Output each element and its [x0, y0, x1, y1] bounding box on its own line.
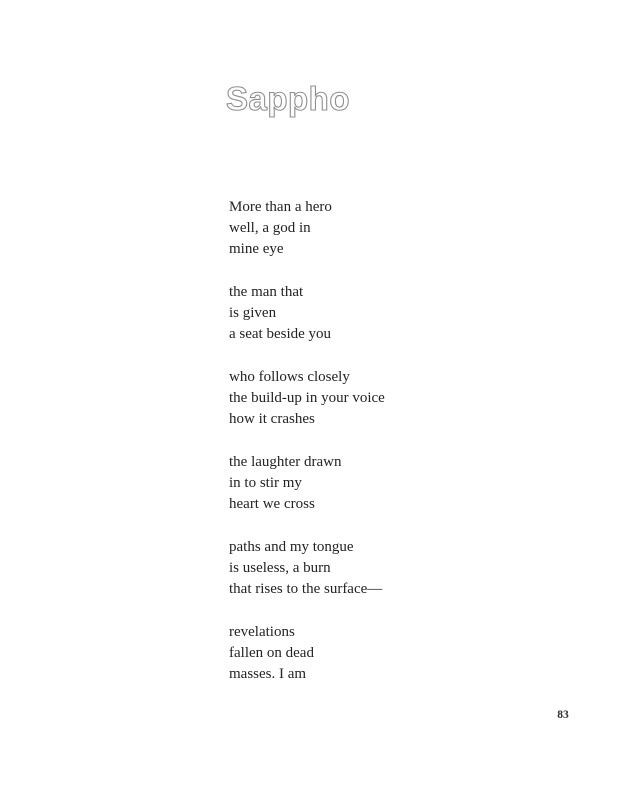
poem-line: is given — [229, 305, 277, 321]
poem-stanza — [229, 282, 385, 345]
poem-line: revelations — [229, 624, 295, 640]
poem-line: how it crashes — [229, 411, 315, 427]
poem-line: is useless, a burn — [229, 560, 331, 576]
poem-title: Sappho — [226, 80, 350, 117]
poem — [229, 197, 385, 707]
poem-line: the laughter drawn — [229, 454, 342, 470]
poem-line: in to stir my — [229, 475, 302, 491]
poem-stanza — [229, 452, 385, 515]
poem-line: well, a god in — [229, 220, 311, 236]
poem-line: mine eye — [229, 241, 284, 257]
poem-line: fallen on dead — [229, 645, 314, 661]
poem-stanza — [229, 367, 385, 430]
poem-stanza — [229, 537, 385, 600]
poem-line: paths and my tongue — [229, 539, 354, 555]
poem-stanza — [229, 622, 385, 685]
poem-line: the man that — [229, 284, 304, 300]
poem-line: More than a hero — [229, 199, 332, 215]
page-number: 83 — [557, 709, 569, 721]
poem-line: that rises to the surface— — [229, 581, 383, 597]
poem-line: masses. I am — [229, 666, 307, 682]
poem-line: a seat beside you — [229, 326, 332, 342]
poem-stanza — [229, 197, 385, 260]
poem-line: who follows closely — [229, 369, 350, 385]
poem-line: the build-up in your voice — [229, 390, 385, 406]
poem-line: heart we cross — [229, 496, 315, 512]
